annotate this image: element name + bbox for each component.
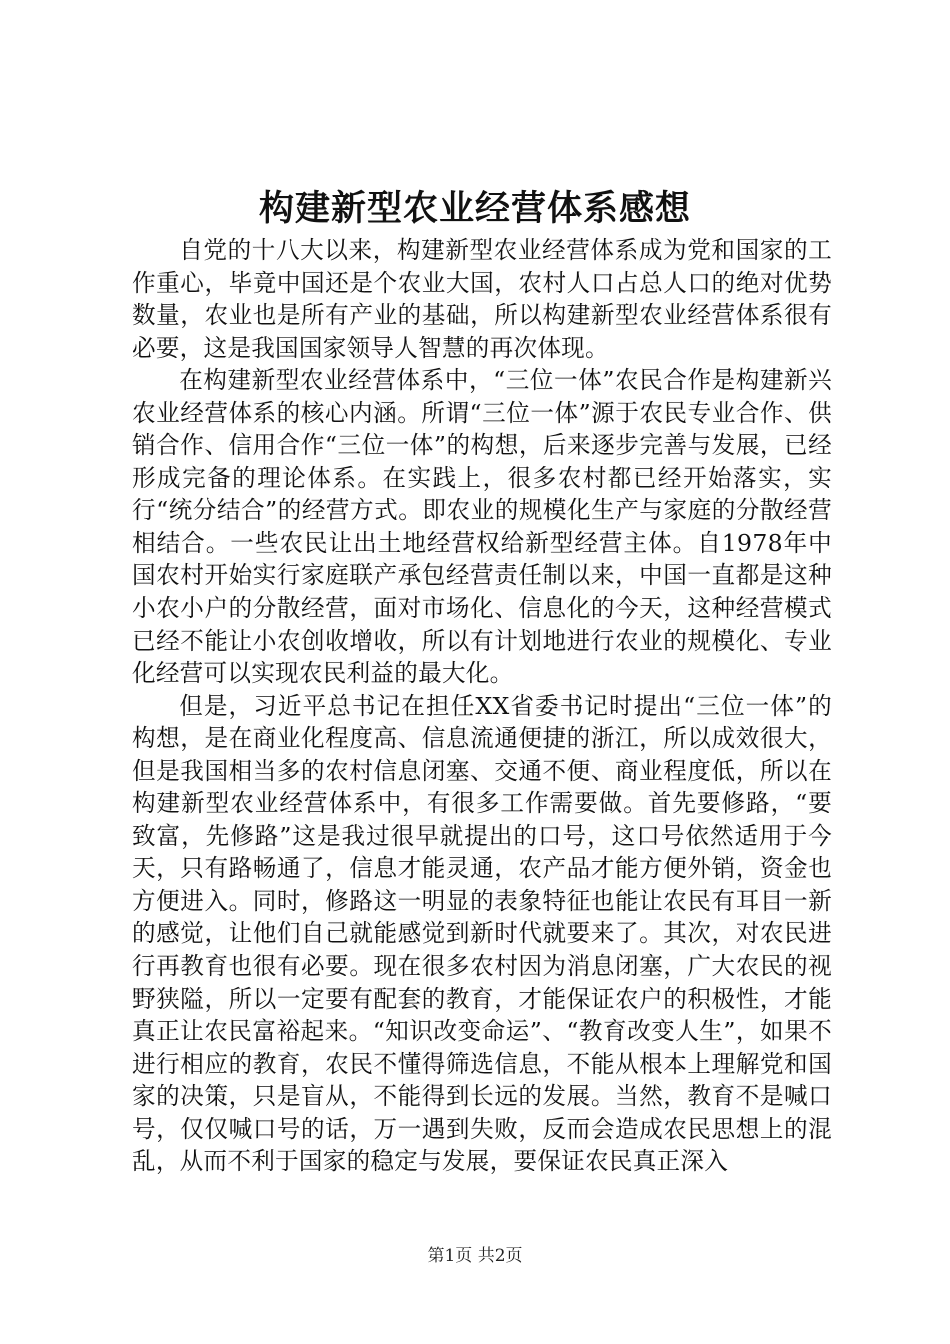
document-title: 构建新型农业经营体系感想 [258,188,691,229]
paragraph: 自党的十八大以来，构建新型农业经营体系成为党和国家的工作重心，毕竟中国还是个农业大国，农村人口占总人口的绝对优势数量，农业也是所有产业的基础，所以构建新型农业经营体系很有必要，这是我国国家领导人智慧的再次体现。 [132,236,832,362]
paragraph: 但是，习近平总书记在担任XX省委书记时提出“三位一体”的构想，是在商业化程度高、信息流通便捷的浙江，所以成效很大，但是我国相当多的农村信息闭塞、交通不便、商业程度低，所以在构建新型农业经营体系中，有很多工作需要做。首先要修路，“要致富，先修路”这是我过很早就提出的口号，这口号依然适用于今天，只有路畅通了，信息才能灵通，农产品才能方便外销，资金也方便进入。同时，修路这一明显的表象特征也能让农民有耳目一新的感觉，让他们自己就能感觉到新时代就要来了。其次，对农民进行再教育也很有必要。现在很多农村因为消息闭塞，广大农民的视野狭隘，所以一定要有配套的教育，才能保证农户的积极性，才能真正让农民富裕起来。“知识改变命运”、“教育改变人生”，如果不进行相应的教育，农民不懂得筛选信息，不能从根本上理解党和国家的决策，只是盲从，不能得到长远的发展。当然，教育不是喊口号，仅仅喊口号的话，万一遇到失败，反而会造成农民思想上的混乱，从而不利于国家的稳定与发展，要保证农民真正深入 [132,691,832,1176]
page-footer: 第1页 共2页 [427,1246,523,1266]
document-body [132,234,832,1178]
paragraph: 在构建新型农业经营体系中，“三位一体”农民合作是构建新兴农业经营体系的核心内涵。所谓“三位一体”源于农民专业合作、供销合作、信用合作“三位一体”的构想，后来逐步完善与发展，已经形成完备的理论体系。在实践上，很多农村都已经开始落实，实行“统分结合”的经营方式。即农业的规模化生产与家庭的分散经营相结合。一些农民让出土地经营权给新型经营主体。自1978年中国农村开始实行家庭联产承包经营责任制以来，中国一直都是这种小农小户的分散经营，面对市场化、信息化的今天，这种经营模式已经不能让小农创收增收，所以有计划地进行农业的规模化、专业化经营可以实现农民利益的最大化。 [132,366,832,688]
